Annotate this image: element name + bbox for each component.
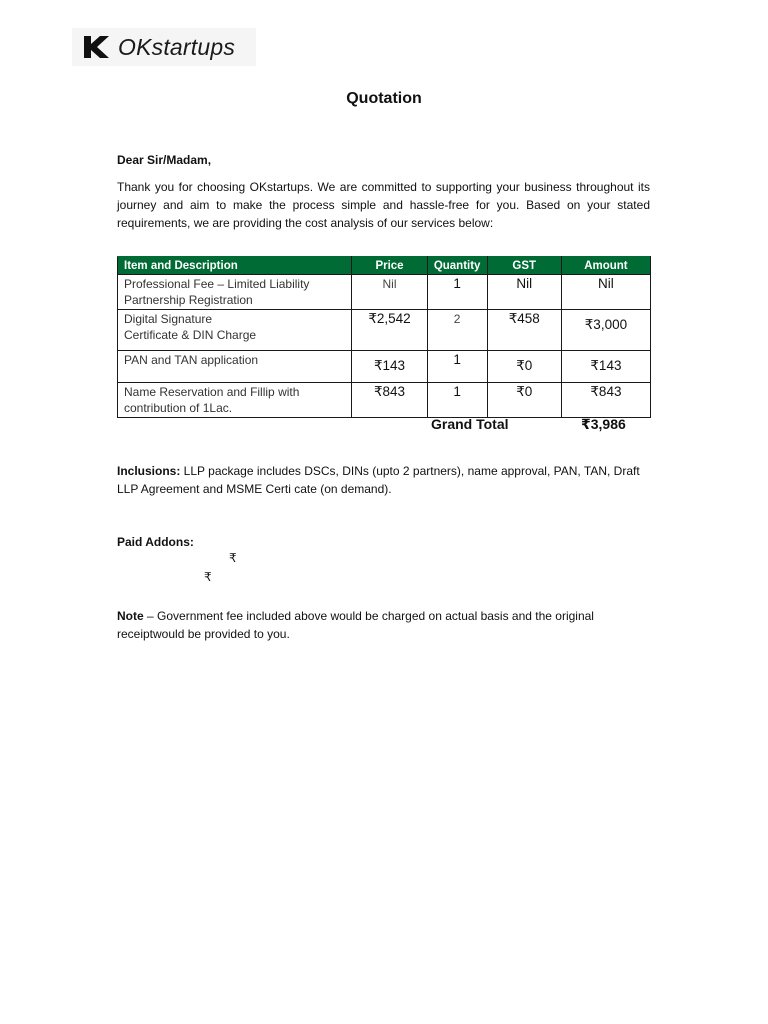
note-paragraph xyxy=(117,607,650,643)
gst-cell: ₹0 xyxy=(487,351,561,383)
company-logo xyxy=(72,28,256,66)
item-line: Digital Signature xyxy=(124,312,213,326)
column-header: GST xyxy=(487,257,561,275)
note-label: Note xyxy=(117,609,144,623)
item-line: contribution of 1Lac. xyxy=(124,401,233,415)
gst-cell: ₹0 xyxy=(487,383,561,418)
item-description xyxy=(118,275,352,310)
addon-rupee-symbol: ₹ xyxy=(229,551,237,565)
addon-rupee-symbol: ₹ xyxy=(204,570,212,584)
page-title: Quotation xyxy=(346,90,422,107)
grand-total-value: ₹3,986 xyxy=(581,416,626,432)
logo-text: OKstartups xyxy=(118,33,236,60)
column-header: Price xyxy=(352,257,427,275)
table-header-row xyxy=(118,257,651,275)
price-cell: ₹2,542 xyxy=(352,310,427,351)
note-text: – Government fee included above would be charged on actual basis and the original xyxy=(143,609,594,623)
item-line: Certificate & DIN Charge xyxy=(124,328,257,342)
price-cell: Nil xyxy=(352,275,427,310)
note-text-line2: receiptwould be provided to you. xyxy=(117,627,290,641)
grand-total-label: Grand Total xyxy=(431,416,509,432)
inclusions-paragraph xyxy=(117,462,650,498)
salutation: Dear Sir/Madam, xyxy=(117,153,212,167)
item-description xyxy=(118,383,352,418)
paid-addons-heading: Paid Addons: xyxy=(117,535,194,549)
table-row xyxy=(118,383,651,418)
item-line: Professional Fee – Limited Liability xyxy=(124,277,310,291)
item-line: Name Reservation and Fillip with xyxy=(124,385,300,399)
item-line: PAN and TAN application xyxy=(124,353,259,367)
column-header: Amount xyxy=(561,257,650,275)
amount-cell: ₹143 xyxy=(561,351,650,383)
intro-paragraph: Thank you for choosing OKstartups. We are committed to supporting your business throughout its journey and aim to make the process simple and hassle-free for you. Based on your stated requirements, we are providing the cost analysis of our services below: xyxy=(117,180,650,230)
amount-cell: ₹843 xyxy=(561,383,650,418)
quantity-cell: 1 xyxy=(427,351,487,383)
inclusions-text: LLP package includes DSCs, DINs (upto 2 partners), name approval, PAN, TAN, Draft LLP Agreement and MSME Certi cate (on demand). xyxy=(117,464,640,496)
table-row xyxy=(118,351,651,383)
amount-cell: ₹3,000 xyxy=(561,310,650,351)
price-cell: ₹143 xyxy=(352,351,427,383)
column-header: Quantity xyxy=(427,257,487,275)
gst-cell: ₹458 xyxy=(487,310,561,351)
quotation-table xyxy=(117,256,651,418)
ok-logo-icon xyxy=(78,32,118,62)
column-header: Item and Description xyxy=(118,257,352,275)
table-row xyxy=(118,275,651,310)
item-line: Partnership Registration xyxy=(124,293,253,307)
inclusions-label: Inclusions: xyxy=(117,464,181,478)
item-description xyxy=(118,310,352,351)
amount-cell: Nil xyxy=(561,275,650,310)
quantity-cell: 1 xyxy=(427,383,487,418)
quantity-cell: 1 xyxy=(427,275,487,310)
item-description xyxy=(118,351,352,383)
gst-cell: Nil xyxy=(487,275,561,310)
quantity-cell: 2 xyxy=(427,310,487,351)
table-row xyxy=(118,310,651,351)
price-cell: ₹843 xyxy=(352,383,427,418)
